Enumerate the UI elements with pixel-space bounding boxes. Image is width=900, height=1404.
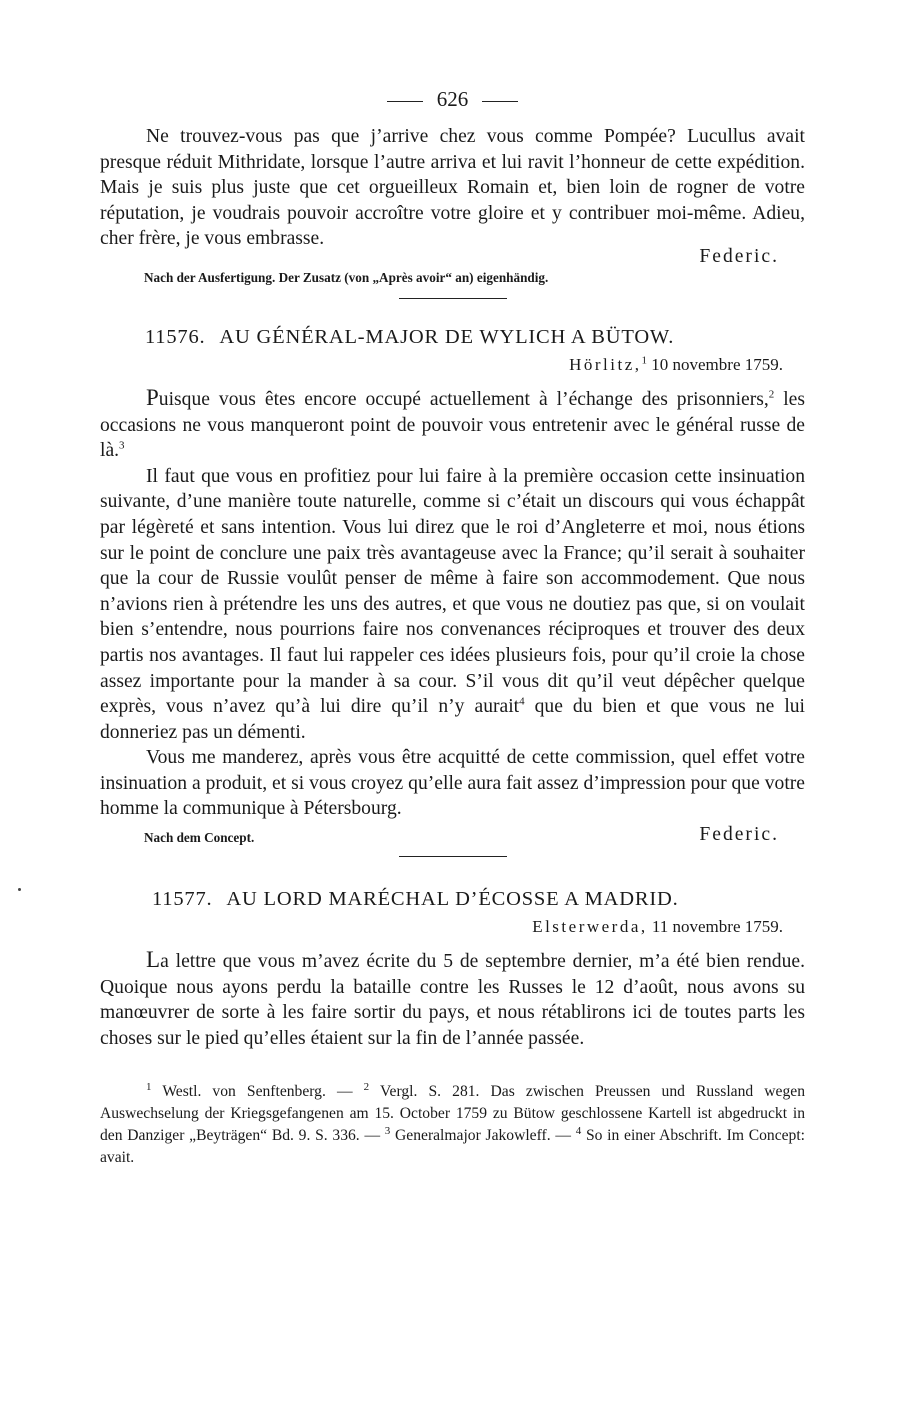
footnote-ref: 2 xyxy=(768,388,775,401)
initial-letter: L xyxy=(146,947,161,973)
footnote-mark: 3 xyxy=(384,1124,391,1137)
prev-letter-block xyxy=(100,124,805,252)
dateline-place: Elsterwerda, xyxy=(532,917,648,937)
section-divider xyxy=(399,298,507,299)
footnote-mark: 4 xyxy=(575,1124,582,1137)
letter-title: AU GÉNÉRAL-MAJOR DE WYLICH A BÜTOW. xyxy=(219,325,675,348)
footnote-body: Generalmajor Jakowleff. — xyxy=(390,1126,576,1144)
letter-paragraph xyxy=(100,464,805,746)
dateline-date: 11 novembre 1759. xyxy=(651,917,783,937)
prev-letter-signature: Federic. xyxy=(699,245,779,267)
page-number xyxy=(100,84,805,114)
footnotes xyxy=(100,1081,805,1168)
footnote-ref: 4 xyxy=(519,695,525,708)
paragraph-text: que du bien et que vous ne lui donneriez pas un démenti. xyxy=(100,696,806,743)
footnote-text xyxy=(100,1081,805,1168)
initial-letter: P xyxy=(146,384,159,410)
letter-heading-11577 xyxy=(100,885,805,913)
footnote-ref: 3 xyxy=(119,439,125,452)
letter-paragraph: Vous me manderez, après vous être acquitté de cette commission, quel effet votre insinuation a produit, et si vous croyez qu’elle aura fait assez d’impression pour que votre homme la communique à Pétersbourg. xyxy=(100,747,805,820)
margin-speck xyxy=(18,888,21,891)
letter-heading-11576 xyxy=(100,323,805,351)
letter-number: 11576. xyxy=(145,325,206,348)
book-page xyxy=(100,84,805,1168)
letter-dateline-11577 xyxy=(100,915,805,939)
paragraph-text: a lettre que vous m’avez écrite du 5 de septembre dernier, m’a été bien rendue. Quoique nous ayons perdu la bataille contre les Russes le 12 d’août, nous avons su manœuvrer de sorte à les faire sortir du pays, et nous rétablirons ici de toutes parts les choses sur le pied qu’elles étaient sur la fin de l’année passée. xyxy=(100,951,805,1049)
paragraph-text: Il faut que vous en profitiez pour lui faire à la première occasion cette insinuation suivante, d’une manière toute naturelle, comme si c’était un discours qui vous échappât par légèreté et sans intention. Vous lui direz que le roi d’Angleterre et moi, nous étions sur le point de conclure une paix très avantageuse avec la France; qu’il serait à souhaiter que la cour de Russie voulût penser de même à faire son accommodement. Que nous n’avions rien à prétendre les uns des autres, et que vous ne doutiez pas que, si on voulait bien s’entendre, nous pourrions faire nos convenances réciproques et trouver des deux partis nos avantages. Il faut lui rappeler ces idées plusieurs fois, pour qu’il croie la chose assez importante pour la mander à sa cour. S’il vous dit qu’il veut dépêcher quelque exprès, vous n’avez qu’à lui dire qu’il n’y aurait xyxy=(100,465,805,718)
letter-paragraph xyxy=(100,947,805,1051)
page-number-rule-right xyxy=(482,101,518,102)
prev-letter-body: Ne trouvez-vous pas que j’arrive chez vous comme Pompée? Lucullus avait presque réduit Mithridate, lorsque l’autre arriva et lui ravit l’honneur de cette expédition. Mais je suis plus juste que cet orgueilleux Romain et, bien loin de rogner de votre réputation, je voudrais pouvoir accroître votre gloire et y contribuer moi-même. Adieu, cher frère, je vous embrasse. xyxy=(100,126,805,250)
letter-dateline-11576 xyxy=(100,353,805,377)
letter-paragraph xyxy=(100,385,805,464)
section-divider xyxy=(399,856,507,857)
letter-title: AU LORD MARÉCHAL D’ÉCOSSE A MADRID. xyxy=(226,888,679,911)
footnote-body: Westl. von Senftenberg. — xyxy=(151,1083,364,1101)
paragraph-text: uisque vous êtes encore occupé actuellement à l’échange des prisonniers, xyxy=(158,388,769,410)
signature-line-11576 xyxy=(100,824,805,846)
footnote-mark: 1 xyxy=(146,1081,152,1094)
dateline-place: Hörlitz, xyxy=(569,354,642,374)
source-note: Nach dem Concept. xyxy=(144,830,255,846)
page-number-text: 626 xyxy=(436,87,469,111)
footnote-body: Vergl. S. 281. Das zwischen Preussen und Russland wegen Auswechselung der Kriegsgefangenen am 15. October 1759 zu Bütow geschlossene Kartell ist abgedruckt in den Danziger „Beyträgen“ Bd. 9. S. 336. — xyxy=(100,1083,805,1144)
dateline-date: 10 novembre 1759. xyxy=(651,354,783,374)
footnote-ref: 1 xyxy=(641,354,648,367)
letter-signature: Federic. xyxy=(699,824,779,846)
paragraph-text: les occasions ne vous manqueront point de pouvoir vous entretenir avec le général russe de là. xyxy=(100,388,805,462)
prev-letter-source-note: Nach der Ausfertigung. Der Zusatz (von „Après avoir“ an) eigenhändig. xyxy=(144,269,549,285)
footnote-mark: 2 xyxy=(363,1081,370,1094)
page-number-rule-left xyxy=(387,101,423,102)
letter-number: 11577. xyxy=(152,888,213,911)
footnote-body: So in einer Abschrift. Im Concept: avait. xyxy=(100,1126,805,1166)
